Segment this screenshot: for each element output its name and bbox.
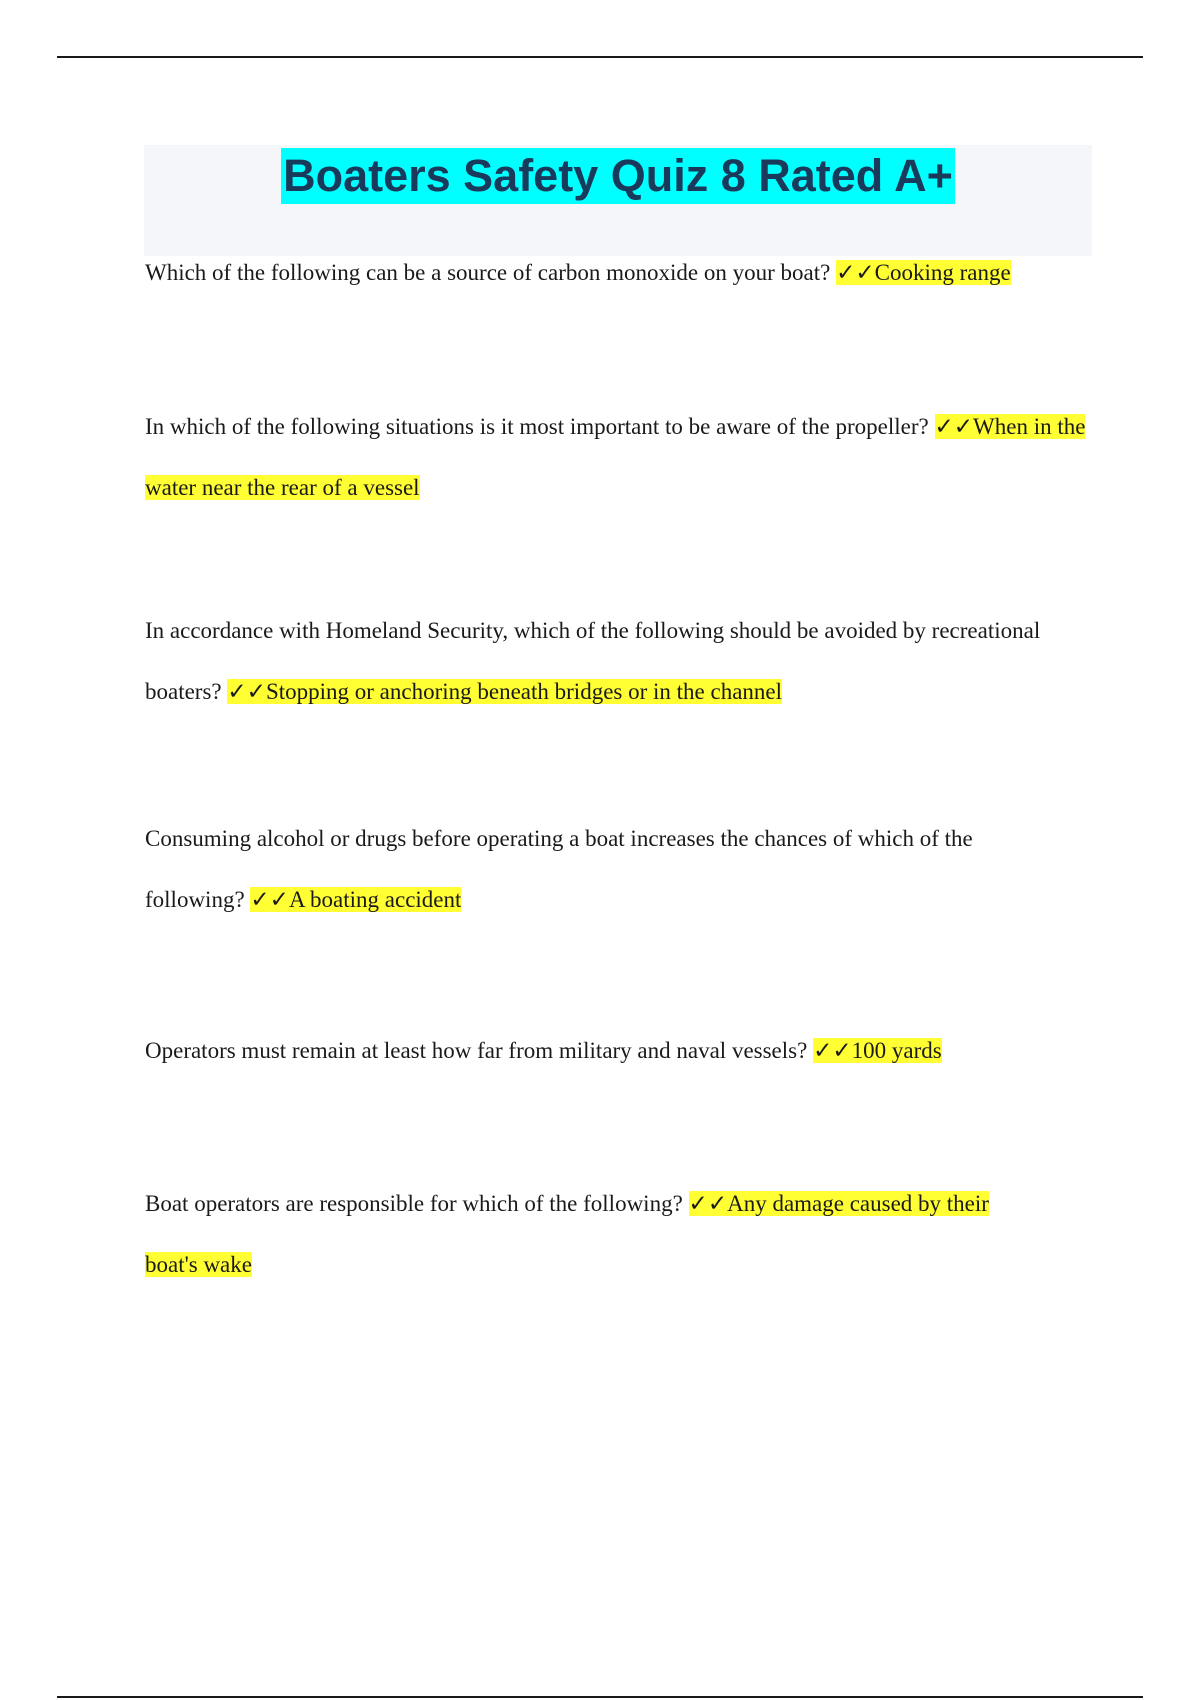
answer-text: 100 yards bbox=[851, 1038, 942, 1063]
answer-text: Stopping or anchoring beneath bridges or in the channel bbox=[265, 679, 783, 704]
bottom-rule bbox=[57, 1696, 1143, 1698]
question-text: Operators must remain at least how far from military and naval vessels? bbox=[145, 1038, 814, 1063]
answer-text: Cooking range bbox=[874, 260, 1011, 285]
question-text: Which of the following can be a source of carbon monoxide on your boat? bbox=[145, 260, 837, 285]
double-check-icon: ✓✓ bbox=[934, 414, 974, 439]
question-text: Boat operators are responsible for which of the following? bbox=[145, 1191, 689, 1216]
title-band bbox=[144, 145, 1092, 256]
qa-item bbox=[145, 808, 1045, 930]
double-check-icon: ✓✓ bbox=[836, 260, 875, 285]
answer-highlight bbox=[250, 887, 461, 912]
double-check-icon: ✓✓ bbox=[813, 1038, 852, 1063]
answer-text: A boating accident bbox=[288, 887, 462, 912]
answer-text: When in the water near the rear of a vessel bbox=[145, 414, 1086, 500]
double-check-icon: ✓✓ bbox=[688, 1191, 728, 1216]
answer-text: Any damage caused by their boat's wake bbox=[145, 1191, 989, 1277]
qa-item bbox=[145, 1020, 1095, 1081]
question-text: Consuming alcohol or drugs before operating a boat increases the chances of which of the following? bbox=[145, 826, 973, 912]
double-check-icon: ✓✓ bbox=[250, 887, 289, 912]
qa-item bbox=[145, 396, 1095, 518]
qa-item bbox=[145, 1173, 1045, 1295]
question-text: In which of the following situations is it most important to be aware of the propeller? bbox=[145, 414, 935, 439]
top-rule bbox=[57, 56, 1143, 58]
answer-highlight bbox=[836, 260, 1011, 285]
question-text: In accordance with Homeland Security, which of the following should be avoided by recreational boaters? bbox=[145, 618, 1041, 704]
double-check-icon: ✓✓ bbox=[227, 679, 266, 704]
answer-highlight bbox=[813, 1038, 942, 1063]
qa-item bbox=[145, 242, 1095, 303]
answer-highlight bbox=[227, 679, 782, 704]
page-title bbox=[144, 148, 1092, 204]
page-title-text: Boaters Safety Quiz 8 Rated A+ bbox=[281, 148, 955, 204]
qa-item bbox=[145, 600, 1095, 722]
